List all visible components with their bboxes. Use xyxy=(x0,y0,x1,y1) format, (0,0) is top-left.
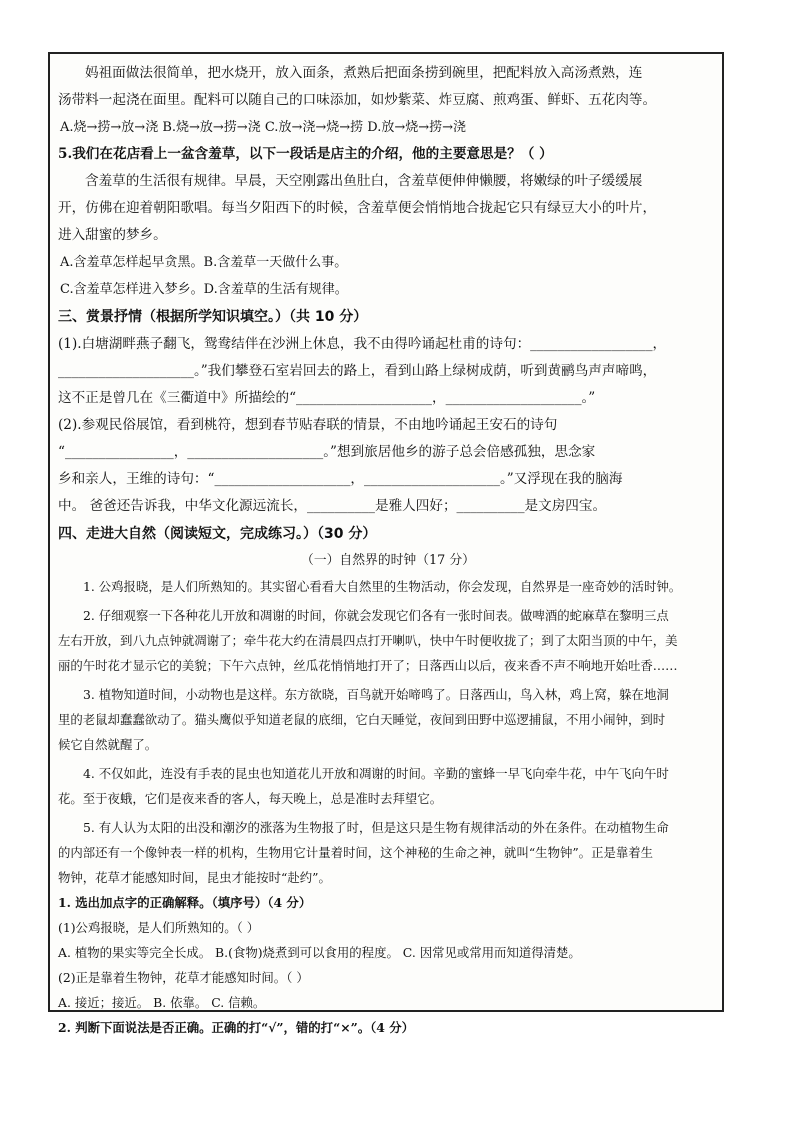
passage-title: （一）自然界的时钟（17 分） xyxy=(301,553,475,568)
question-5-passage xyxy=(58,168,718,249)
paragraph-5-line: 物钟，花草才能感知时间，昆虫才能按时“赴约”。 xyxy=(58,870,331,885)
exam-content xyxy=(58,60,718,1040)
question-1-sub-2: (2)正是靠着生物钟，花草才能感知时间。（ ） xyxy=(58,970,309,985)
paragraph-3-line: 3. 植物知道时间，小动物也是这样。东方欲晓，百鸟就开始啼鸣了。日落西山，鸟入林，鸡上窝，躲在地洞 xyxy=(83,687,669,702)
question-1-sub-2-options: A. 接近；接近。 B. 依靠。 C. 信赖。 xyxy=(58,995,266,1010)
passage-line: 开，仿佛在迎着朝阳歌唱。每当夕阳西下的时候，含羞草便会悄悄地合拢起它只有绿豆大小的叶片， xyxy=(58,200,657,216)
question-4-passage xyxy=(58,60,718,114)
section-4-title: 四、走进大自然（阅读短文，完成练习。）（30 分） xyxy=(58,526,377,542)
fill-line: (1).白塘湖畔燕子翻飞，鸳鸯结伴在沙洲上休息，我不由得吟诵起杜甫的诗句：__________________， xyxy=(58,336,667,352)
question-1-sub-1-options: A. 植物的果实等完全长成。 B.(食物)烧煮到可以食用的程度。 C. 因常见或常用而知道得清楚。 xyxy=(58,945,581,960)
passage-line: 汤带料一起浇在面里。配料可以随自己的口味添加，如炒紫菜、炸豆腐、煎鸡蛋、鲜虾、五花肉等。 xyxy=(58,92,657,108)
paragraph-2-line: 左右开放，到八九点钟就凋谢了；牵牛花大约在清晨四点打开喇叭，快中午时便收拢了；到了太阳当顶的中午，美 xyxy=(58,633,678,648)
question-5-option-cd: C.含羞草怎样进入梦乡。D.含羞草的生活有规律。 xyxy=(60,282,348,297)
question-5-option-ab: A.含羞草怎样起早贪黑。B.含羞草一天做什么事。 xyxy=(60,255,348,270)
paragraph-4-line: 花。至于夜蛾，它们是夜来香的客人，每天晚上，总是准时去拜望它。 xyxy=(58,791,443,806)
paragraph-3-line: 候它自然就醒了。 xyxy=(58,737,158,752)
reading-questions xyxy=(58,890,718,1040)
passage-line: 进入甜蜜的梦乡。 xyxy=(58,227,167,243)
fill-line: 中。 爸爸还告诉我，中华文化源远流长，__________是雅人四好；__________是文房四宝。 xyxy=(58,498,607,514)
paragraph-5-line: 的内部还有一个像钟表一样的机构，生物用它计量着时间，这个神秘的生命之神，就叫“生物钟”。正是靠着生 xyxy=(58,845,654,860)
reading-passage xyxy=(58,574,718,890)
fill-line: 这不正是曾几在《三衢道中》所描绘的“____________________，____________________。” xyxy=(58,390,596,406)
question-4-options: A.烧→捞→放→浇 B.烧→放→捞→浇 C.放→浇→烧→捞 D.放→烧→捞→浇 xyxy=(60,120,467,135)
paragraph-1-line: 1. 公鸡报晓，是人们所熟知的。其实留心看看大自然里的生物活动，你会发现，自然界是一座奇妙的活时钟。 xyxy=(83,579,682,594)
question-5-title: 5.我们在花店看上一盆含羞草，以下一段话是店主的介绍，他的主要意思是？（ ） xyxy=(58,146,553,162)
passage-line: 含羞草的生活很有规律。早晨，天空刚露出鱼肚白，含羞草便伸伸懒腰，将嫩绿的叶子缓缓展 xyxy=(85,173,643,189)
fill-line: (2).参观民俗展馆，看到桃符，想到春节贴春联的情景，不由地吟诵起王安石的诗句 xyxy=(58,417,558,433)
paragraph-5-line: 5. 有人认为太阳的出没和潮汐的涨落为生物报了时，但是这只是生物有规律活动的外在条件。在动植物生命 xyxy=(83,820,669,835)
paragraph-2-line: 2. 仔细观察一下各种花儿开放和凋谢的时间，你就会发现它们各有一张时间表。做啤酒的蛇麻草在黎明三点 xyxy=(83,608,669,623)
section-3-title: 三、赏景抒情（根据所学知识填空。）（共 10 分） xyxy=(58,309,368,325)
fill-line: ____________________。”我们攀登石室岩回去的路上，看到山路上绿树成荫，听到黄鹂鸟声声啼鸣， xyxy=(58,363,657,379)
paragraph-3-line: 里的老鼠却蠢蠢欲动了。猫头鹰似乎知道老鼠的底细，它白天睡觉，夜间到田野中巡逻捕鼠，不用小闹钟，到时 xyxy=(58,712,666,727)
question-1-sub-1: (1)公鸡报晓，是人们所熟知的。（ ） xyxy=(58,920,260,935)
fill-line: 乡和亲人，王维的诗句：“____________________，____________________。”又浮现在我的脑海 xyxy=(58,471,623,487)
passage-line: 妈祖面做法很简单，把水烧开，放入面条，煮熟后把面条捞到碗里，把配料放入高汤煮熟，连 xyxy=(85,65,643,81)
fill-line: “________________，____________________。”想到旅居他乡的游子总会倍感孤独，思念家 xyxy=(58,444,596,460)
section-3-body xyxy=(58,331,718,520)
question-1-title: 1. 选出加点字的正确解释。（填序号）（4 分） xyxy=(58,895,312,910)
paragraph-2-line: 丽的午时花才显示它的美貌；下午六点钟，丝瓜花悄悄地打开了；日落西山以后，夜来香不声不响地开始吐香…… xyxy=(58,658,678,673)
question-2-title: 2. 判断下面说法是否正确。正确的打“√”，错的打“×”。（4 分） xyxy=(58,1020,415,1035)
paragraph-4-line: 4. 不仅如此，连没有手表的昆虫也知道花儿开放和凋谢的时间。辛勤的蜜蜂一早飞向牵牛花，中午飞向午时 xyxy=(83,766,669,781)
